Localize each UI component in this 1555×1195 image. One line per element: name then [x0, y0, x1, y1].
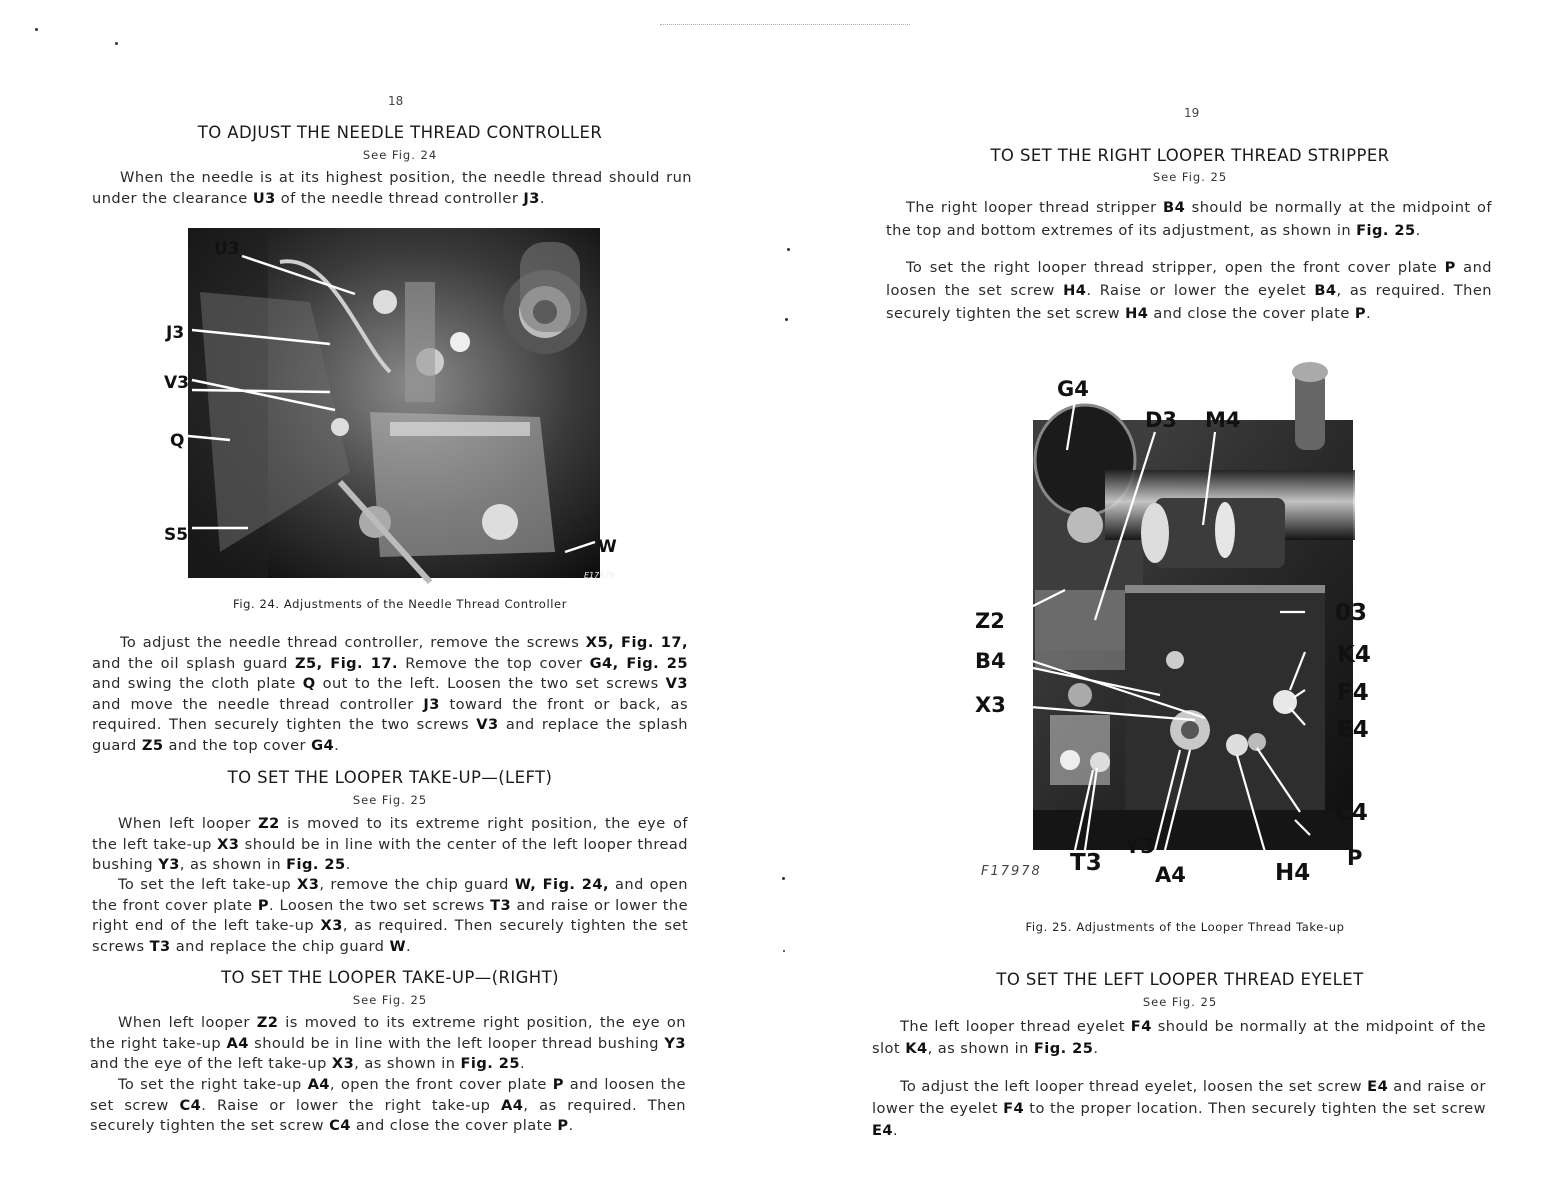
figure-25-caption: Fig. 25. Adjustments of the Looper Thread Take-up — [1025, 920, 1345, 934]
section-title-needle-thread-controller: TO ADJUST THE NEEDLE THREAD CONTROLLER — [197, 123, 603, 142]
label-P: P — [1347, 846, 1363, 870]
label-F4: F4 — [1337, 680, 1369, 706]
label-Z2: Z2 — [975, 609, 1005, 633]
see-fig-reference: See Fig. 24 — [362, 148, 438, 162]
section-title-looper-take-up-right: TO SET THE LOOPER TAKE-UP—(RIGHT) — [221, 968, 559, 987]
paragraph-adjust-eyelet: To adjust the left looper thread eyelet, loosen the set screw E4 and raise or lower the eyelet F4 to the proper location. Then securely tighten the set screw E4. — [872, 1078, 1487, 1139]
label-M4: M4 — [1205, 408, 1241, 432]
label-U3: U3 — [214, 239, 240, 259]
label-Q: Q — [170, 431, 185, 451]
right-page — [780, 0, 1555, 1195]
label-B4: B4 — [975, 649, 1006, 673]
section-title-left-looper-eyelet: TO SET THE LEFT LOOPER THREAD EYELET — [996, 970, 1364, 989]
label-C4: C4 — [1335, 800, 1368, 826]
label-E4: E4 — [1337, 717, 1369, 743]
paragraph-right-take-up-eye: When left looper Z2 is moved to its extreme right position, the eye on the right take-up A4 should be in line with the left looper thread bushing Y3 and the eye of the left take-up X3, as shown in Fig. 25. — [90, 1014, 686, 1072]
paragraph-set-stripper: To set the right looper thread stripper, open the front cover plate P and loosen the set screw H4. Raise or lower the eyelet B4, as required. Then securely tighten the set screw H4 and close the cover plate P. — [886, 259, 1492, 322]
see-fig-reference: See Fig. 25 — [1152, 170, 1228, 184]
figure-code: E17979 — [584, 571, 615, 580]
paragraph-left-looper-position: When left looper Z2 is moved to its extreme right position, the eye of the left take-up X3 should be in line with the center of the left looper thread bushing Y3, as shown in Fig. 25. — [92, 815, 689, 873]
label-W: W — [598, 537, 617, 557]
paragraph-set-left-take-up: To set the left take-up X3, remove the chip guard W, Fig. 24, and open the front cover plate P. Loosen the two set screws T3 and raise or lower the right end of the left take-up X3, as required. Then securely tighten the set screws T3 and replace the chip guard W. — [92, 876, 688, 955]
paragraph-set-right-take-up: To set the right take-up A4, open the front cover plate P and loosen the set screw C4. Raise or lower the right take-up A4, as required. Then securely tighten the set screw C4 and close the cover plate P. — [90, 1076, 686, 1134]
figure-24-photo — [160, 222, 620, 584]
label-V3: V3 — [164, 373, 189, 393]
paragraph-eyelet-midpoint: The left looper thread eyelet F4 should be normally at the midpoint of the slot K4, as shown in Fig. 25. — [872, 1018, 1486, 1057]
label-A4: A4 — [1155, 863, 1186, 887]
label-T3: T3 — [1070, 850, 1102, 876]
figure-24-caption: Fig. 24. Adjustments of the Needle Thread Controller — [232, 597, 568, 611]
label-J3: J3 — [166, 323, 185, 343]
figure-code: F17978 — [981, 864, 1042, 879]
label-X3: X3 — [975, 693, 1006, 717]
paragraph-needle-thread-run: When the needle is at its highest position, the needle thread should run under the clearance U3 of the needle thread controller J3. — [92, 169, 692, 207]
label-D3: D3 — [1145, 408, 1178, 432]
figure-25-photo — [975, 350, 1395, 890]
label-Y3: Y3 — [1125, 834, 1155, 858]
see-fig-reference: See Fig. 25 — [1142, 995, 1218, 1009]
paragraph-stripper-midpoint: The right looper thread stripper B4 should be normally at the midpoint of the top and bottom extremes of its adjustment, as shown in Fig. 25. — [886, 199, 1492, 239]
label-S5: S5 — [164, 525, 189, 545]
label-H4: H4 — [1275, 860, 1311, 886]
label-K4: K4 — [1337, 642, 1371, 668]
paragraph-adjust-controller: To adjust the needle thread controller, remove the screws X5, Fig. 17, and the oil splash guard Z5, Fig. 17. Remove the top cover G4, Fig. 25 and swing the cloth plate Q out to the left. Loosen the two set screws V3 and move the needle thread controller J3 toward the front or back, as required. Then securely tighten the two screws V3 and replace the splash guard Z5 and the top cover G4. — [92, 634, 689, 754]
section-title-looper-take-up-left: TO SET THE LOOPER TAKE-UP—(LEFT) — [227, 768, 553, 787]
label-G4: G4 — [1057, 377, 1089, 401]
page-number: 19 — [1184, 106, 1200, 120]
section-title-right-looper-stripper: TO SET THE RIGHT LOOPER THREAD STRIPPER — [990, 146, 1390, 165]
page-number: 18 — [388, 94, 404, 108]
label-03: 03 — [1335, 600, 1368, 626]
see-fig-reference: See Fig. 25 — [352, 993, 428, 1007]
see-fig-reference: See Fig. 25 — [352, 793, 428, 807]
